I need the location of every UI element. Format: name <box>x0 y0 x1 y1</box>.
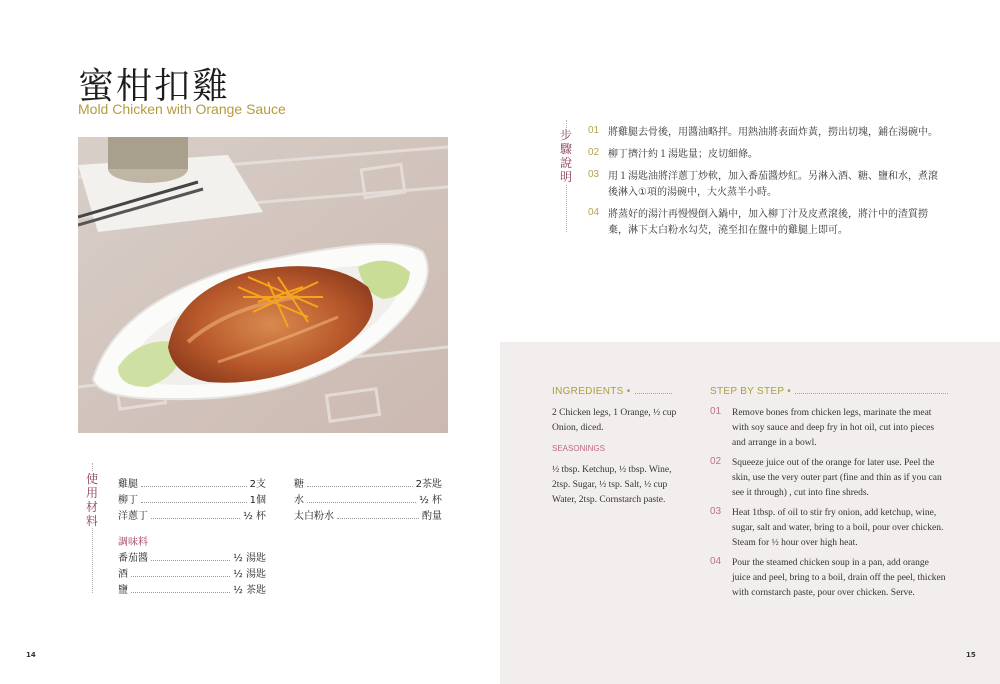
step-cn-text: 柳丁擠汁約１湯匙量；皮切細條。 <box>608 149 758 160</box>
step-cn-02 <box>588 147 948 163</box>
step-en-03 <box>710 506 960 551</box>
leader-dots <box>131 585 230 593</box>
step-en-text: juice and peel, bring to a boil, drain off the peel, thicken <box>732 573 946 583</box>
ingredient-name: 水 <box>294 495 304 506</box>
ingredients-english <box>552 406 702 436</box>
ingredient-qty: 2茶匙 <box>415 479 442 490</box>
materials-label: 使用材料 <box>85 472 98 528</box>
step-number: 02 <box>710 456 722 467</box>
step-by-step-heading <box>710 386 948 397</box>
step-en-text: Heat 1tbsp. of oil to stir fry onion, add ketchup, wine, <box>732 508 937 518</box>
ingredient-name: 糖 <box>294 479 304 490</box>
step-en-02 <box>710 456 960 501</box>
heading-dots <box>635 389 672 394</box>
ingredient-qty: 酌量 <box>422 511 442 522</box>
step-cn-text: 棄，淋下太白粉水勾芡，澆至扣在盤中的雞腿上即可。 <box>608 225 848 236</box>
leader-dots <box>131 569 230 577</box>
heading-dots <box>795 389 948 394</box>
leader-dots <box>141 495 247 503</box>
step-cn-text: 後淋入①項的湯碗中，大火蒸半小時。 <box>608 187 777 198</box>
seasonings-list <box>118 549 266 597</box>
seasoning-row <box>118 581 266 597</box>
ingredient-name: 洋蔥丁 <box>118 511 148 522</box>
ingredient-row <box>294 507 442 523</box>
page-number-left: 14 <box>26 651 36 659</box>
ingredient-qty: ½ 杯 <box>243 511 266 522</box>
step-cn-04 <box>588 207 948 239</box>
step-en-text: with soy sauce and deep fry in hot oil, cut into pieces <box>732 423 935 433</box>
ingredient-row <box>118 507 266 523</box>
ingredients-line: 2 Chicken legs, 1 Orange, ½ cup <box>552 408 677 418</box>
ingredients-heading <box>552 386 672 397</box>
seasoning-row <box>118 549 266 565</box>
step-number: 04 <box>588 207 600 218</box>
ingredients-left <box>118 475 266 523</box>
step-en-text: Pour the steamed chicken soup in a pan, add orange <box>732 558 929 568</box>
step-en-text: Steam for ½ hour over high heat. <box>732 538 858 548</box>
seasonings-line: ½ tbsp. Ketchup, ½ tbsp. Wine, <box>552 465 672 475</box>
step-en-01 <box>710 406 960 451</box>
page-number-right: 15 <box>966 651 976 659</box>
step-cn-text: 用１湯匙油將洋蔥丁炒軟，加入番茄醬炒紅。另淋入酒、糖、鹽和水，煮滾 <box>608 171 938 182</box>
step-en-text: Squeeze juice out of the orange for later use. Peel the <box>732 458 935 468</box>
step-en-text: skin, use the very outer part (fine and thin as if you can <box>732 473 942 483</box>
dish-photo <box>78 137 448 433</box>
step-en-text: and arrange in a bowl. <box>732 438 817 448</box>
leader-dots <box>151 511 240 519</box>
steps-english <box>710 406 960 601</box>
ingredient-row <box>294 475 442 491</box>
leader-dots <box>141 479 247 487</box>
seasoning-heading: 調味料 <box>118 537 148 548</box>
step-number: 02 <box>588 147 600 158</box>
leader-dots <box>151 553 230 561</box>
step-cn-text: 將蒸好的湯汁再慢慢倒入鍋中，加入柳丁汁及皮煮滾後，將汁中的渣質撈 <box>608 209 928 220</box>
step-en-text: sugar, salt and water, bring to a boil, pour over chicken. <box>732 523 944 533</box>
seasoning-name: 番茄醬 <box>118 553 148 564</box>
leader-dots <box>307 479 413 487</box>
seasonings-heading-english: SEASONINGS <box>552 444 605 453</box>
step-number: 04 <box>710 556 722 567</box>
seasonings-line: Water, 2tsp. Cornstarch paste. <box>552 495 666 505</box>
seasonings-english <box>552 463 702 508</box>
seasoning-qty: ½ 湯匙 <box>233 553 266 564</box>
ingredients-right <box>294 475 442 523</box>
ingredient-row <box>294 491 442 507</box>
leader-dots <box>337 511 419 519</box>
step-en-text: Remove bones from chicken legs, marinate the meat <box>732 408 932 418</box>
seasoning-qty: ½ 茶匙 <box>233 585 266 596</box>
ingredient-name: 柳丁 <box>118 495 138 506</box>
step-en-text: with cornstarch paste, pour over chicken. Serve. <box>732 588 915 598</box>
seasoning-row <box>118 565 266 581</box>
step-cn-01 <box>588 125 948 141</box>
recipe-title-chinese: 蜜柑扣雞 <box>78 66 231 107</box>
seasoning-qty: ½ 湯匙 <box>233 569 266 580</box>
ingredients-line: Onion, diced. <box>552 423 604 433</box>
ingredients-heading-text: INGREDIENTS • <box>552 386 631 397</box>
ingredient-name: 太白粉水 <box>294 511 334 522</box>
ingredient-qty: 2支 <box>249 479 266 490</box>
ingredient-name: 雞腿 <box>118 479 138 490</box>
ingredient-row <box>118 491 266 507</box>
step-cn-03 <box>588 169 948 201</box>
ingredient-qty: 1個 <box>249 495 266 506</box>
steps-chinese <box>588 125 948 239</box>
english-panel <box>500 342 1000 684</box>
seasoning-name: 鹽 <box>118 585 128 596</box>
seasonings-line: 2tsp. Sugar, ½ tsp. Salt, ½ cup <box>552 480 668 490</box>
step-number: 03 <box>588 169 600 180</box>
step-number: 03 <box>710 506 722 517</box>
step-number: 01 <box>710 406 722 417</box>
step-by-step-heading-text: STEP BY STEP • <box>710 386 792 397</box>
ingredient-qty: ½ 杯 <box>419 495 442 506</box>
step-en-04 <box>710 556 960 601</box>
seasoning-name: 酒 <box>118 569 128 580</box>
recipe-title-english: Mold Chicken with Orange Sauce <box>78 101 286 117</box>
steps-label: 步驟說明 <box>559 128 572 184</box>
dish-photo-illustration <box>78 137 448 433</box>
step-number: 01 <box>588 125 600 136</box>
leader-dots <box>307 495 416 503</box>
step-cn-text: 將雞腿去骨後，用醬油略拌。用熱油將表面炸黃，撈出切塊，鋪在湯碗中。 <box>608 127 938 138</box>
ingredient-row <box>118 475 266 491</box>
step-en-text: see it through) , cut into fine shreds. <box>732 488 869 498</box>
